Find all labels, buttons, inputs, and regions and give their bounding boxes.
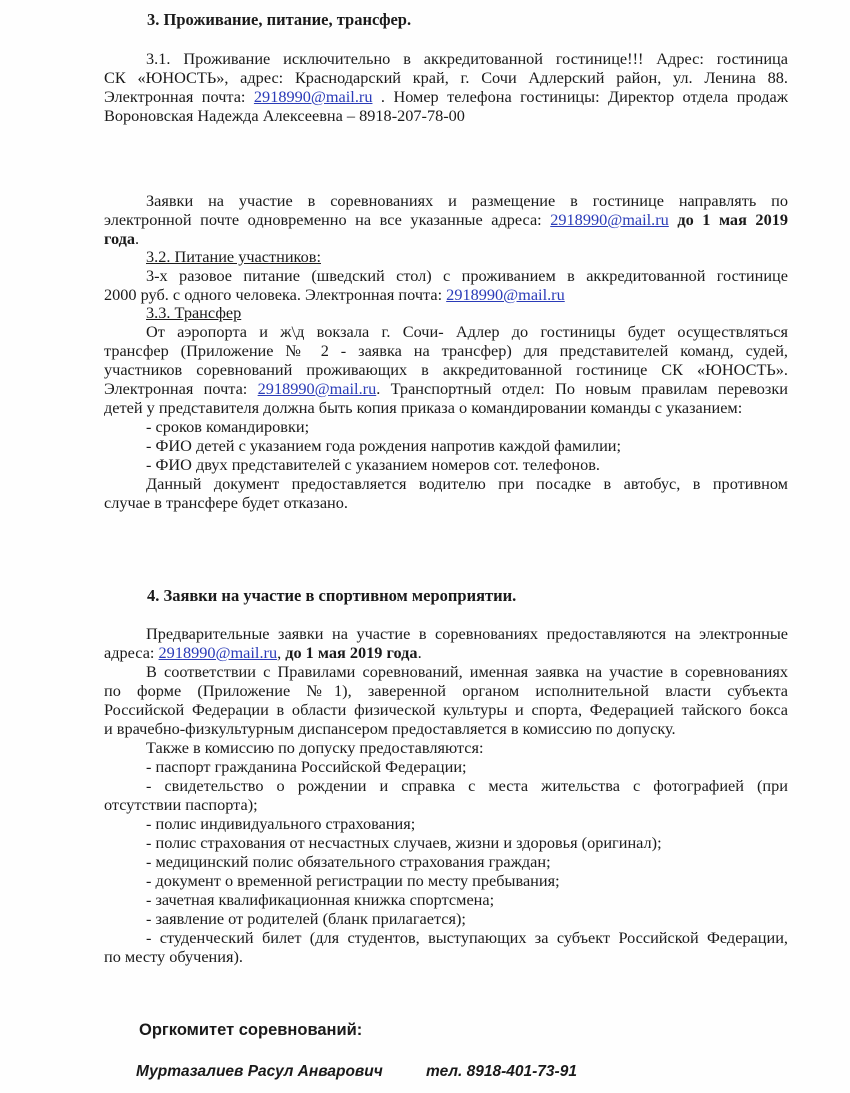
p33-line-5: детей у представителя должна быть копия приказа о командировании команды с указанием: [104, 398, 743, 417]
p31-line-4: Вороновская Надежда Алексеевна – 8918-207-78-00 [104, 106, 465, 125]
transfer-note-line-2: случае в трансфере будет отказано. [104, 493, 348, 512]
document-list-item: - медицинский полис обязательного страхования граждан; [146, 852, 551, 871]
p32-title: 3.2. Питание участников: [146, 247, 321, 266]
applications-line-3 [104, 229, 788, 248]
p32-text: 2000 руб. с одного человека. Электронная почта: [104, 285, 447, 304]
rules-line-1: В соответствии с Правилами соревнований, именная заявка на участие в соревнованиях [146, 662, 788, 681]
pre-applications-line-1: Предварительные заявки на участие в соревнованиях предоставляются на электронные [146, 624, 788, 643]
pre-applications-deadline: до 1 мая 2019 года [285, 643, 418, 662]
comma: , [277, 643, 286, 662]
organizing-committee-title: Оргкомитет соревнований: [139, 1021, 363, 1039]
p33-line-2: трансфер (Приложение № 2 - заявка на трансфер) для представителей команд, судей, [104, 341, 788, 360]
p33-email-label: Электронная почта: [104, 379, 258, 398]
transfer-list-item: - ФИО детей с указанием года рождения напротив каждой фамилии; [146, 436, 622, 455]
document-list-item: - документ о временной регистрации по месту пребывания; [146, 871, 560, 890]
catering-email-link[interactable]: 2918990@mail.ru [446, 285, 565, 304]
p32-line-1: 3-х разовое питание (шведский стол) с проживанием в аккредитованной гостинице [146, 266, 788, 285]
document-list-item: - студенческий билет (для студентов, выступающих за субъект Российской Федерации, [146, 928, 788, 947]
p31-line-3 [104, 87, 788, 106]
also-provided-text: Также в комиссию по допуску предоставляются: [146, 738, 484, 757]
p31-line-1: 3.1. Проживание исключительно в аккредитованной гостинице!!! Адрес: гостиница [146, 49, 788, 68]
p31-line-2: СК «ЮНОСТЬ», адрес: Краснодарский край, г. Сочи Адлерский район, ул. Ленина 88. [104, 68, 788, 87]
document-list-item: - полис индивидуального страхования; [146, 814, 416, 833]
document-list-item-continued: отсутствии паспорта); [104, 795, 258, 814]
applications-deadline-year: года [104, 229, 136, 248]
hotel-email-link[interactable]: 2918990@mail.ru [253, 87, 373, 106]
document-list-item-continued: по месту обучения). [104, 947, 243, 966]
rules-line-3: Российской Федерации в области физической культуры и спорта, Федерацией тайского бокса [104, 700, 788, 719]
applications-deadline: до 1 мая 2019 [668, 210, 788, 229]
document-list-item: - свидетельство о рождении и справка с места жительства с фотографией (при [146, 776, 788, 795]
addresses-label: адреса: [104, 643, 159, 662]
transfer-list-item: - ФИО двух представителей с указанием номеров сот. телефонов. [146, 455, 600, 474]
period: . [417, 643, 422, 662]
organizer-name: Муртазалиев Расул Анварович [136, 1063, 383, 1080]
pre-applications-email-link[interactable]: 2918990@mail.ru [158, 643, 278, 662]
applications-line-2 [104, 210, 788, 229]
pre-applications-line-2 [104, 643, 788, 662]
p33-line-1: От аэропорта и ж\д вокзала г. Сочи- Адлер до гостиницы будет осуществляться [146, 322, 788, 341]
applications-text: электронной почте одновременно на все указанные адреса: [104, 210, 551, 229]
organizer-phone: тел. 8918-401-73-91 [426, 1063, 577, 1080]
document-list-item: - зачетная квалификационная книжка спортсмена; [146, 890, 495, 909]
document-list-item: - паспорт гражданина Российской Федерации; [146, 757, 467, 776]
p33-transport-text: . Транспортный отдел: По новым правилам перевозки [376, 379, 788, 398]
p32-line-2 [104, 285, 788, 304]
phone-label: . Номер телефона гостиницы: Директор отдела продаж [372, 87, 788, 106]
period: . [135, 229, 140, 248]
email-label: Электронная почта: [104, 87, 254, 106]
rules-line-2: по форме (Приложение №1), заверенной органом исполнительной власти субъекта [104, 681, 788, 700]
rules-line-4: и врачебно-физкультурным диспансером предоставляется в комиссию по допуску. [104, 719, 676, 738]
document-list-item: - полис страхования от несчастных случаев, жизни и здоровья (оригинал); [146, 833, 662, 852]
section-3-heading: 3. Проживание, питание, трансфер. [147, 10, 412, 29]
p33-title: 3.3. Трансфер [146, 303, 242, 322]
section-4-heading: 4. Заявки на участие в спортивном мероприятии. [147, 586, 517, 605]
transfer-email-link[interactable]: 2918990@mail.ru [257, 379, 377, 398]
applications-email-link[interactable]: 2918990@mail.ru [550, 210, 669, 229]
applications-line-1: Заявки на участие в соревнованиях и размещение в гостинице направлять по [146, 191, 788, 210]
transfer-list-item: - сроков командировки; [146, 417, 310, 436]
p33-line-4 [104, 379, 788, 398]
document-list-item: - заявление от родителей (бланк прилагается); [146, 909, 466, 928]
p33-line-3: участников соревнований проживающих в аккредитованной гостинице СК «ЮНОСТЬ». [104, 360, 788, 379]
transfer-note-line-1: Данный документ предоставляется водителю при посадке в автобус, в противном [146, 474, 788, 493]
